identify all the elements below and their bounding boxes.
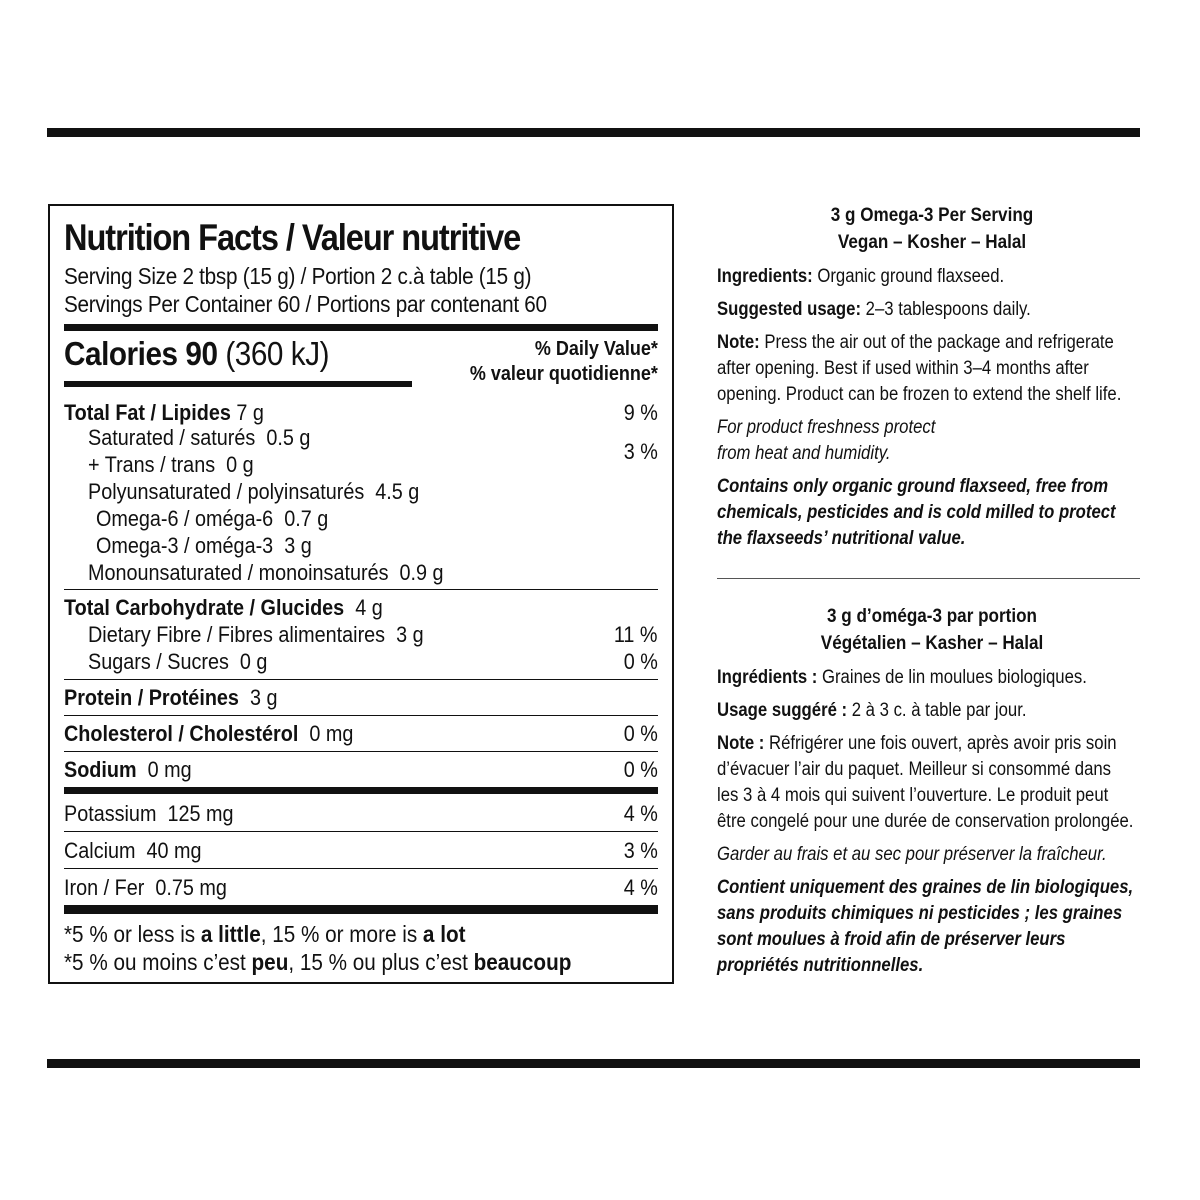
footnote-en-part: *5 % or less is — [64, 921, 201, 947]
thin-divider — [64, 715, 658, 716]
contains-text: sans produits chimiques ni pesticides ; les graines — [717, 903, 1123, 924]
footnote-fr-bold: peu — [251, 949, 289, 975]
fibre-row — [64, 621, 658, 648]
footnote-fr-part: , 15 % ou plus c’est — [288, 949, 474, 975]
total-carb-row — [64, 594, 658, 621]
nutrition-facts-panel — [48, 204, 674, 984]
calcium-label: Calcium — [64, 838, 136, 863]
note-text: d’évacuer l’air du paquet. Meilleur si consommé dans — [717, 759, 1112, 780]
french-usage — [717, 698, 1095, 724]
protein-label: Protein / Protéines — [64, 685, 239, 710]
sodium-amount: 0 mg — [147, 757, 192, 782]
footnote-fr-bold: beaucoup — [473, 949, 572, 975]
cholesterol-amount: 0 mg — [309, 721, 354, 746]
bottom-rule — [47, 1059, 1140, 1068]
usage-label: Usage suggéré : — [717, 700, 848, 721]
freshness-text: from heat and humidity. — [717, 443, 891, 464]
contains-text: propriétés nutritionnelles. — [717, 955, 924, 976]
french-freshness: Garder au frais et au sec pour préserver la fraîcheur. — [717, 844, 1107, 865]
iron-row — [64, 874, 658, 901]
sugars-label: Sugars / Sucres — [88, 649, 229, 674]
calories-label: Calories 90 — [64, 335, 218, 372]
contains-text: the flaxseeds’ nutritional value. — [717, 528, 966, 549]
potassium-row — [64, 800, 658, 827]
note-label: Note : — [717, 733, 765, 754]
dv-header-fr: % valeur quotidienne* — [469, 363, 658, 385]
english-headline-2: Vegan – Kosher – Halal — [837, 232, 1027, 253]
sodium-dv: 0 % — [623, 757, 658, 782]
usage-text: 2–3 tablespoons daily. — [865, 299, 1031, 320]
omega6-amount: 0.7 g — [284, 506, 329, 531]
trans-label: + Trans / trans — [88, 452, 216, 477]
english-contains — [717, 474, 1116, 552]
footnote-en-part: , 15 % or more is — [260, 921, 423, 947]
usage-label: Suggested usage: — [717, 299, 862, 320]
calcium-dv: 3 % — [623, 838, 658, 863]
thick-divider — [64, 324, 658, 331]
cholesterol-label: Cholesterol / Cholestérol — [64, 721, 299, 746]
contains-text: sont moulues à froid afin de préserver leurs — [717, 929, 1066, 950]
sugars-amount: 0 g — [239, 649, 268, 674]
total-fat-label: Total Fat / Lipides — [64, 400, 231, 425]
calories — [64, 335, 329, 373]
dv-header-en: % Daily Value* — [534, 338, 658, 360]
english-headline-1: 3 g Omega-3 Per Serving — [830, 205, 1034, 226]
mono-amount: 0.9 g — [399, 560, 444, 585]
cholesterol-row — [64, 720, 658, 747]
cholesterol-dv: 0 % — [623, 721, 658, 746]
sat-trans-dv: 3 % — [623, 439, 658, 464]
note-text: after opening. Best if used within 3–4 months after — [717, 358, 1089, 379]
note-text: être congelé pour une durée de conservation prolongée. — [717, 811, 1134, 832]
contains-text: chemicals, pesticides and is cold milled to protect — [717, 502, 1116, 523]
english-freshness — [717, 415, 1095, 467]
protein-amount: 3 g — [249, 685, 278, 710]
calories-underline — [64, 381, 412, 387]
saturated-amount: 0.5 g — [266, 425, 311, 450]
footnote-fr-part: *5 % ou moins c’est — [64, 949, 252, 975]
footnote-en-bold: a little — [200, 921, 261, 947]
ingredients-text: Organic ground flaxseed. — [817, 266, 1005, 287]
french-ingredients — [717, 665, 1095, 691]
footnote-en — [64, 920, 599, 948]
ingredients-label: Ingredients: — [717, 266, 813, 287]
iron-amount: 0.75 mg — [155, 875, 227, 900]
total-carb-amount: 4 g — [355, 595, 383, 620]
english-note — [717, 330, 1122, 408]
french-headline-1: 3 g d’oméga-3 par portion — [827, 606, 1037, 627]
omega6-row — [64, 505, 658, 532]
fibre-label: Dietary Fibre / Fibres alimentaires — [88, 622, 386, 647]
calcium-row — [64, 837, 658, 864]
nutrition-title: Nutrition Facts / Valeur nutritive — [64, 217, 521, 258]
thin-divider — [64, 679, 658, 680]
protein-row — [64, 684, 658, 711]
daily-value-header — [470, 337, 658, 387]
note-text: opening. Product can be frozen to extend the shelf life. — [717, 384, 1122, 405]
omega3-amount: 3 g — [284, 533, 312, 558]
fibre-dv: 11 % — [614, 622, 658, 647]
mono-label: Monounsaturated / monoinsaturés — [88, 560, 389, 585]
note-text: les 3 à 4 mois qui suivent l’ouverture. Le produit peut — [717, 785, 1109, 806]
thin-divider — [64, 831, 658, 832]
note-label: Note: — [717, 332, 760, 353]
omega3-row — [64, 532, 658, 559]
french-headline-2: Végétalien – Kasher – Halal — [820, 633, 1044, 654]
sugars-row — [64, 648, 658, 675]
iron-label: Iron / Fer — [64, 875, 145, 900]
servings-per-container: Servings Per Container 60 / Portions par contenant 60 — [64, 291, 547, 317]
saturated-row — [64, 424, 658, 464]
saturated-label: Saturated / saturés — [88, 425, 256, 450]
footnote-en-bold: a lot — [422, 921, 466, 947]
ingredients-text: Graines de lin moulues biologiques. — [821, 667, 1087, 688]
sodium-row — [64, 756, 658, 783]
polyunsaturated-row — [64, 478, 658, 505]
potassium-dv: 4 % — [623, 801, 658, 826]
serving-size: Serving Size 2 tbsp (15 g) / Portion 2 c.à table (15 g) — [64, 263, 532, 289]
calories-kj: (360 kJ) — [225, 335, 330, 372]
total-carb-label: Total Carbohydrate / Glucides — [64, 595, 345, 620]
calories-row — [64, 331, 658, 391]
sodium-label: Sodium — [64, 757, 137, 782]
poly-amount: 4.5 g — [375, 479, 420, 504]
note-text: Press the air out of the package and refrigerate — [764, 332, 1114, 353]
contains-text: Contient uniquement des graines de lin biologiques, — [717, 877, 1134, 898]
omega3-label: Omega-3 / oméga-3 — [96, 533, 274, 558]
potassium-label: Potassium — [64, 801, 157, 826]
monounsaturated-row — [64, 559, 658, 586]
total-fat-row — [64, 399, 658, 426]
top-rule — [47, 128, 1140, 137]
freshness-text: For product freshness protect — [717, 417, 936, 438]
thick-divider — [64, 787, 658, 794]
ingredients-label: Ingrédients : — [717, 667, 818, 688]
trans-amount: 0 g — [226, 452, 254, 477]
potassium-amount: 125 mg — [167, 801, 234, 826]
iron-dv: 4 % — [623, 875, 658, 900]
english-ingredients — [717, 264, 1095, 290]
trans-row — [64, 451, 658, 478]
french-note — [717, 731, 1134, 835]
note-text: Réfrigérer une fois ouvert, après avoir pris soin — [769, 733, 1117, 754]
contains-text: Contains only organic ground flaxseed, free from — [717, 476, 1109, 497]
total-fat-dv: 9 % — [623, 400, 658, 425]
omega6-label: Omega-6 / oméga-6 — [96, 506, 274, 531]
language-divider — [717, 578, 1140, 579]
total-fat-amount: 7 g — [236, 400, 264, 425]
calcium-amount: 40 mg — [146, 838, 202, 863]
footnote-fr — [64, 948, 599, 976]
usage-text: 2 à 3 c. à table par jour. — [851, 700, 1027, 721]
thin-divider — [64, 751, 658, 752]
french-contains — [717, 875, 1134, 979]
thin-divider — [64, 868, 658, 869]
thin-divider — [64, 589, 658, 590]
thick-divider — [64, 905, 658, 914]
sugars-dv: 0 % — [623, 649, 658, 674]
poly-label: Polyunsaturated / polyinsaturés — [88, 479, 365, 504]
english-usage — [717, 297, 1095, 323]
product-info-column — [717, 202, 1147, 979]
fibre-amount: 3 g — [396, 622, 424, 647]
